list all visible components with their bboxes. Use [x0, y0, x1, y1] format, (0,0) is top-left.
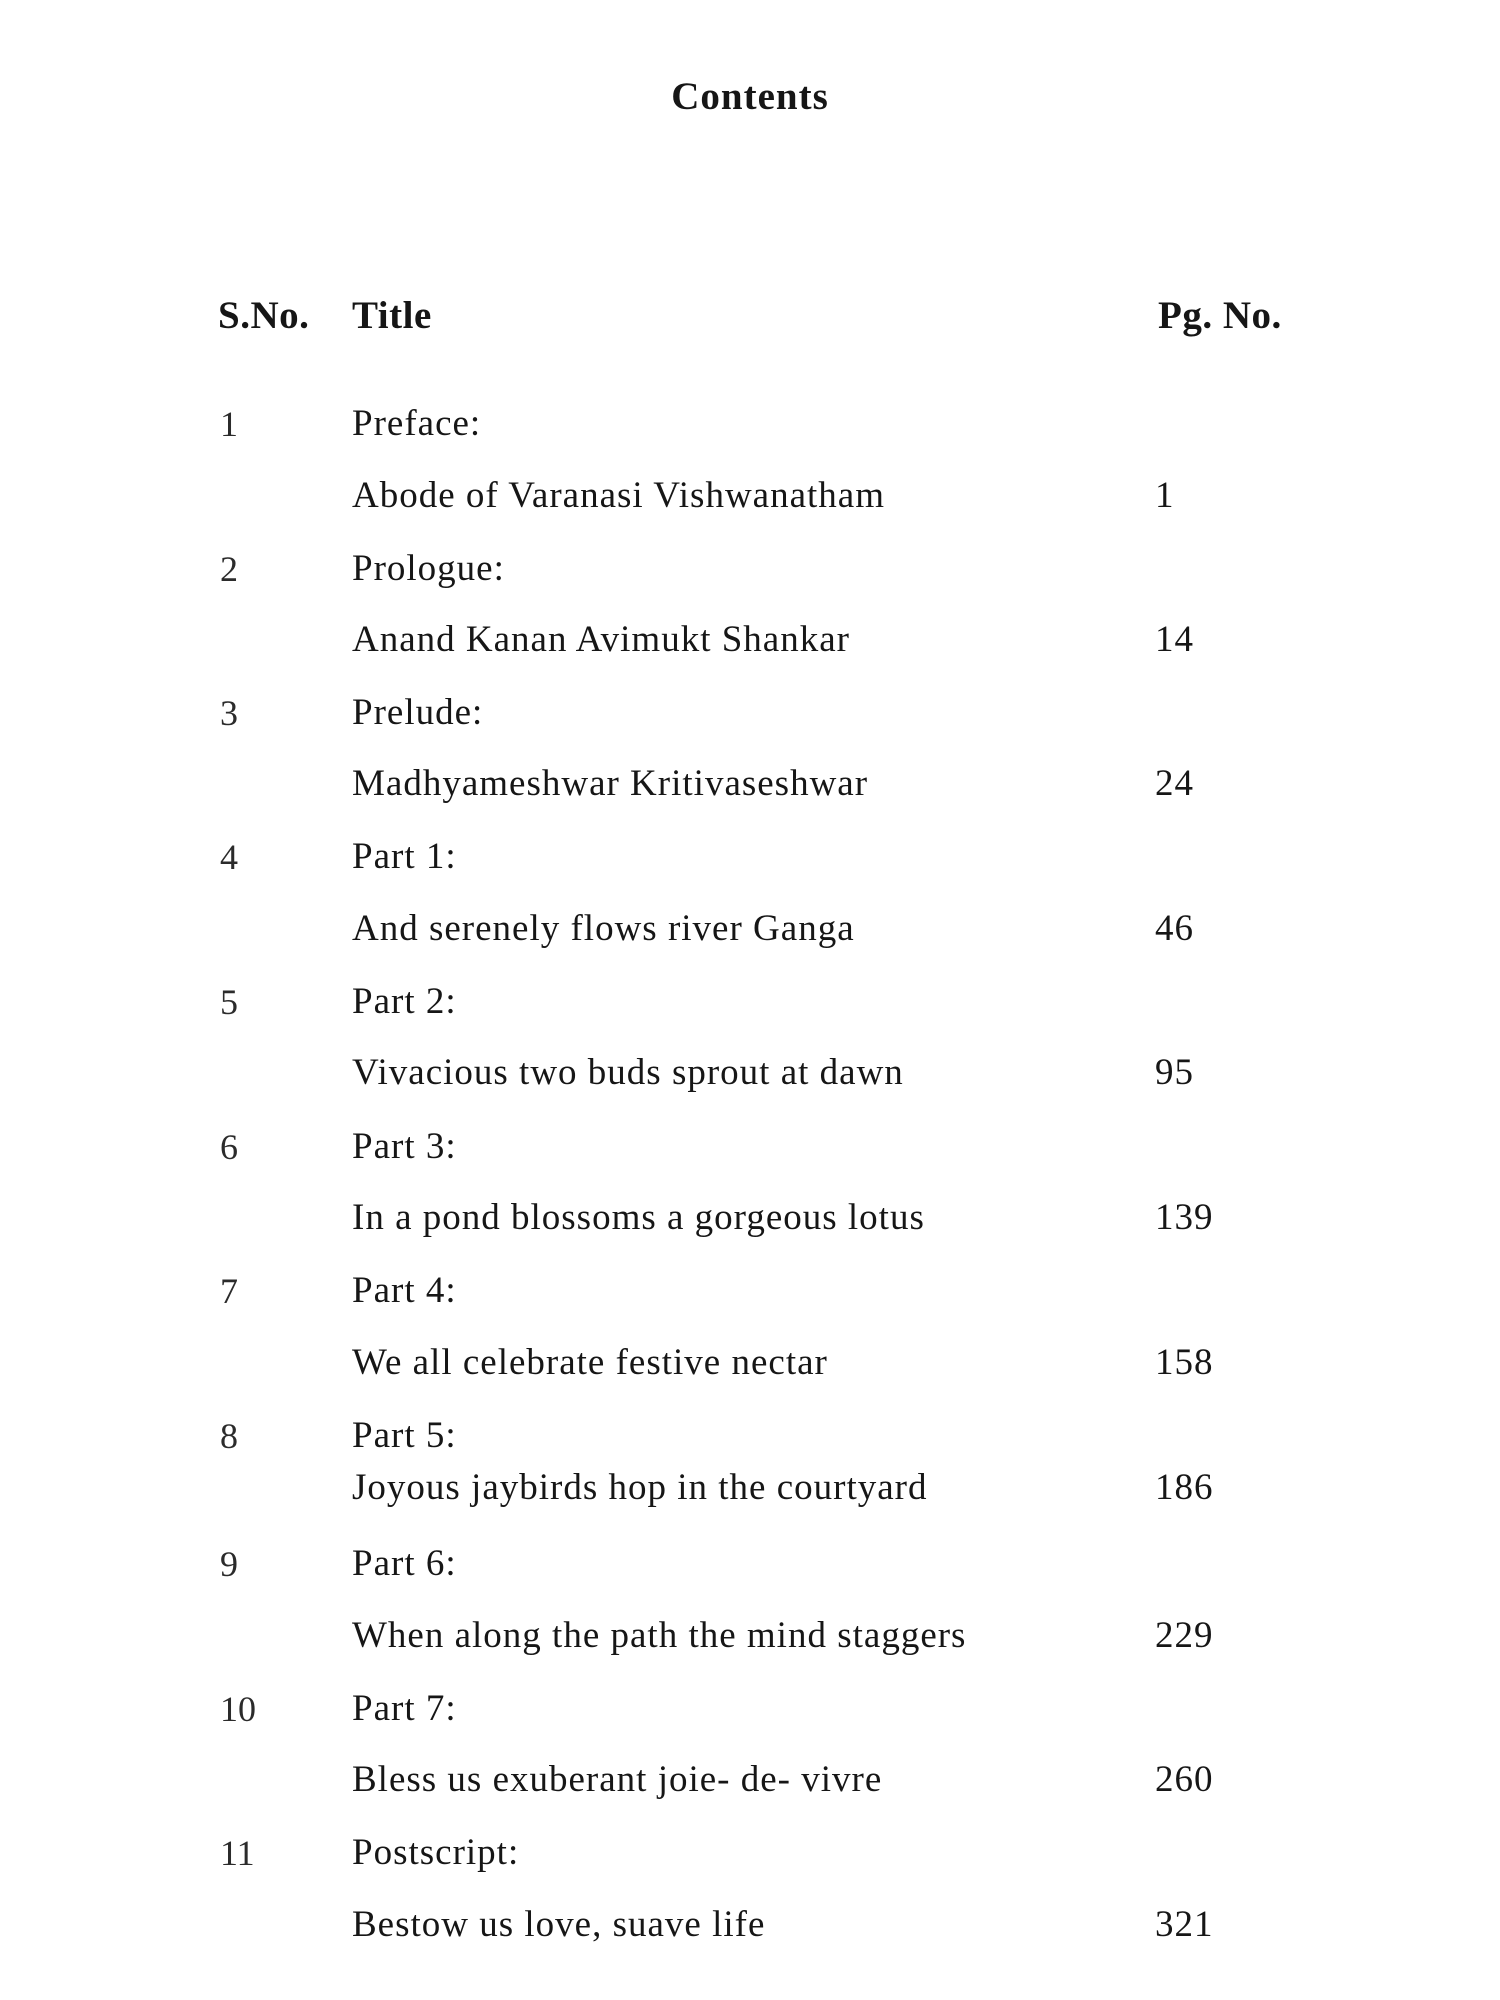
- entry-title: Bless us exuberant joie- de- vivre: [352, 1759, 883, 1800]
- entry-page-number: 46: [1155, 908, 1194, 949]
- entry-section-label: Part 6:: [352, 1543, 457, 1584]
- entry-section-label: Part 1:: [352, 836, 457, 877]
- entry-section-label: Part 4:: [352, 1270, 457, 1311]
- entry-number: 8: [220, 1416, 238, 1456]
- entry-number: 10: [220, 1689, 256, 1729]
- entry-number: 7: [220, 1271, 238, 1311]
- entry-title: And serenely flows river Ganga: [352, 908, 855, 949]
- header-title: Title: [352, 294, 432, 337]
- entry-page-number: 321: [1155, 1904, 1214, 1945]
- entry-section-label: Preface:: [352, 403, 482, 444]
- entry-number: 6: [220, 1127, 238, 1167]
- entry-page-number: 1: [1155, 475, 1175, 516]
- entry-section-label: Prelude:: [352, 692, 484, 733]
- entry-number: 4: [220, 837, 238, 877]
- entry-section-label: Part 7:: [352, 1688, 457, 1729]
- entry-section-label: Postscript:: [352, 1832, 520, 1873]
- header-page-number: Pg. No.: [1158, 294, 1282, 337]
- entry-section-label: Prologue:: [352, 548, 505, 589]
- entry-title: Anand Kanan Avimukt Shankar: [352, 619, 850, 660]
- entry-page-number: 229: [1155, 1615, 1214, 1656]
- entry-page-number: 95: [1155, 1052, 1194, 1093]
- entry-number: 1: [220, 404, 238, 444]
- entry-number: 11: [220, 1833, 255, 1873]
- entry-title: Vivacious two buds sprout at dawn: [352, 1052, 904, 1093]
- entry-number: 5: [220, 982, 238, 1022]
- entry-page-number: 158: [1155, 1342, 1214, 1383]
- entry-page-number: 24: [1155, 763, 1194, 804]
- header-sno: S.No.: [218, 294, 310, 337]
- entry-title: Joyous jaybirds hop in the courtyard: [352, 1467, 928, 1508]
- entry-title: Madhyameshwar Kritivaseshwar: [352, 763, 869, 804]
- entry-section-label: Part 3:: [352, 1126, 457, 1167]
- entry-number: 9: [220, 1544, 238, 1584]
- entry-title: Bestow us love, suave life: [352, 1904, 766, 1945]
- entry-page-number: 186: [1155, 1467, 1214, 1508]
- entry-page-number: 260: [1155, 1759, 1214, 1800]
- entry-title: We all celebrate festive nectar: [352, 1342, 828, 1383]
- entry-title: In a pond blossoms a gorgeous lotus: [352, 1197, 925, 1238]
- entry-section-label: Part 5:: [352, 1415, 457, 1456]
- entry-title: Abode of Varanasi Vishwanatham: [352, 475, 885, 516]
- entry-title: When along the path the mind staggers: [352, 1615, 967, 1656]
- entry-page-number: 139: [1155, 1197, 1214, 1238]
- page-title: Contents: [671, 75, 829, 118]
- entry-page-number: 14: [1155, 619, 1194, 660]
- entry-section-label: Part 2:: [352, 981, 457, 1022]
- entry-number: 2: [220, 549, 238, 589]
- entry-number: 3: [220, 693, 238, 733]
